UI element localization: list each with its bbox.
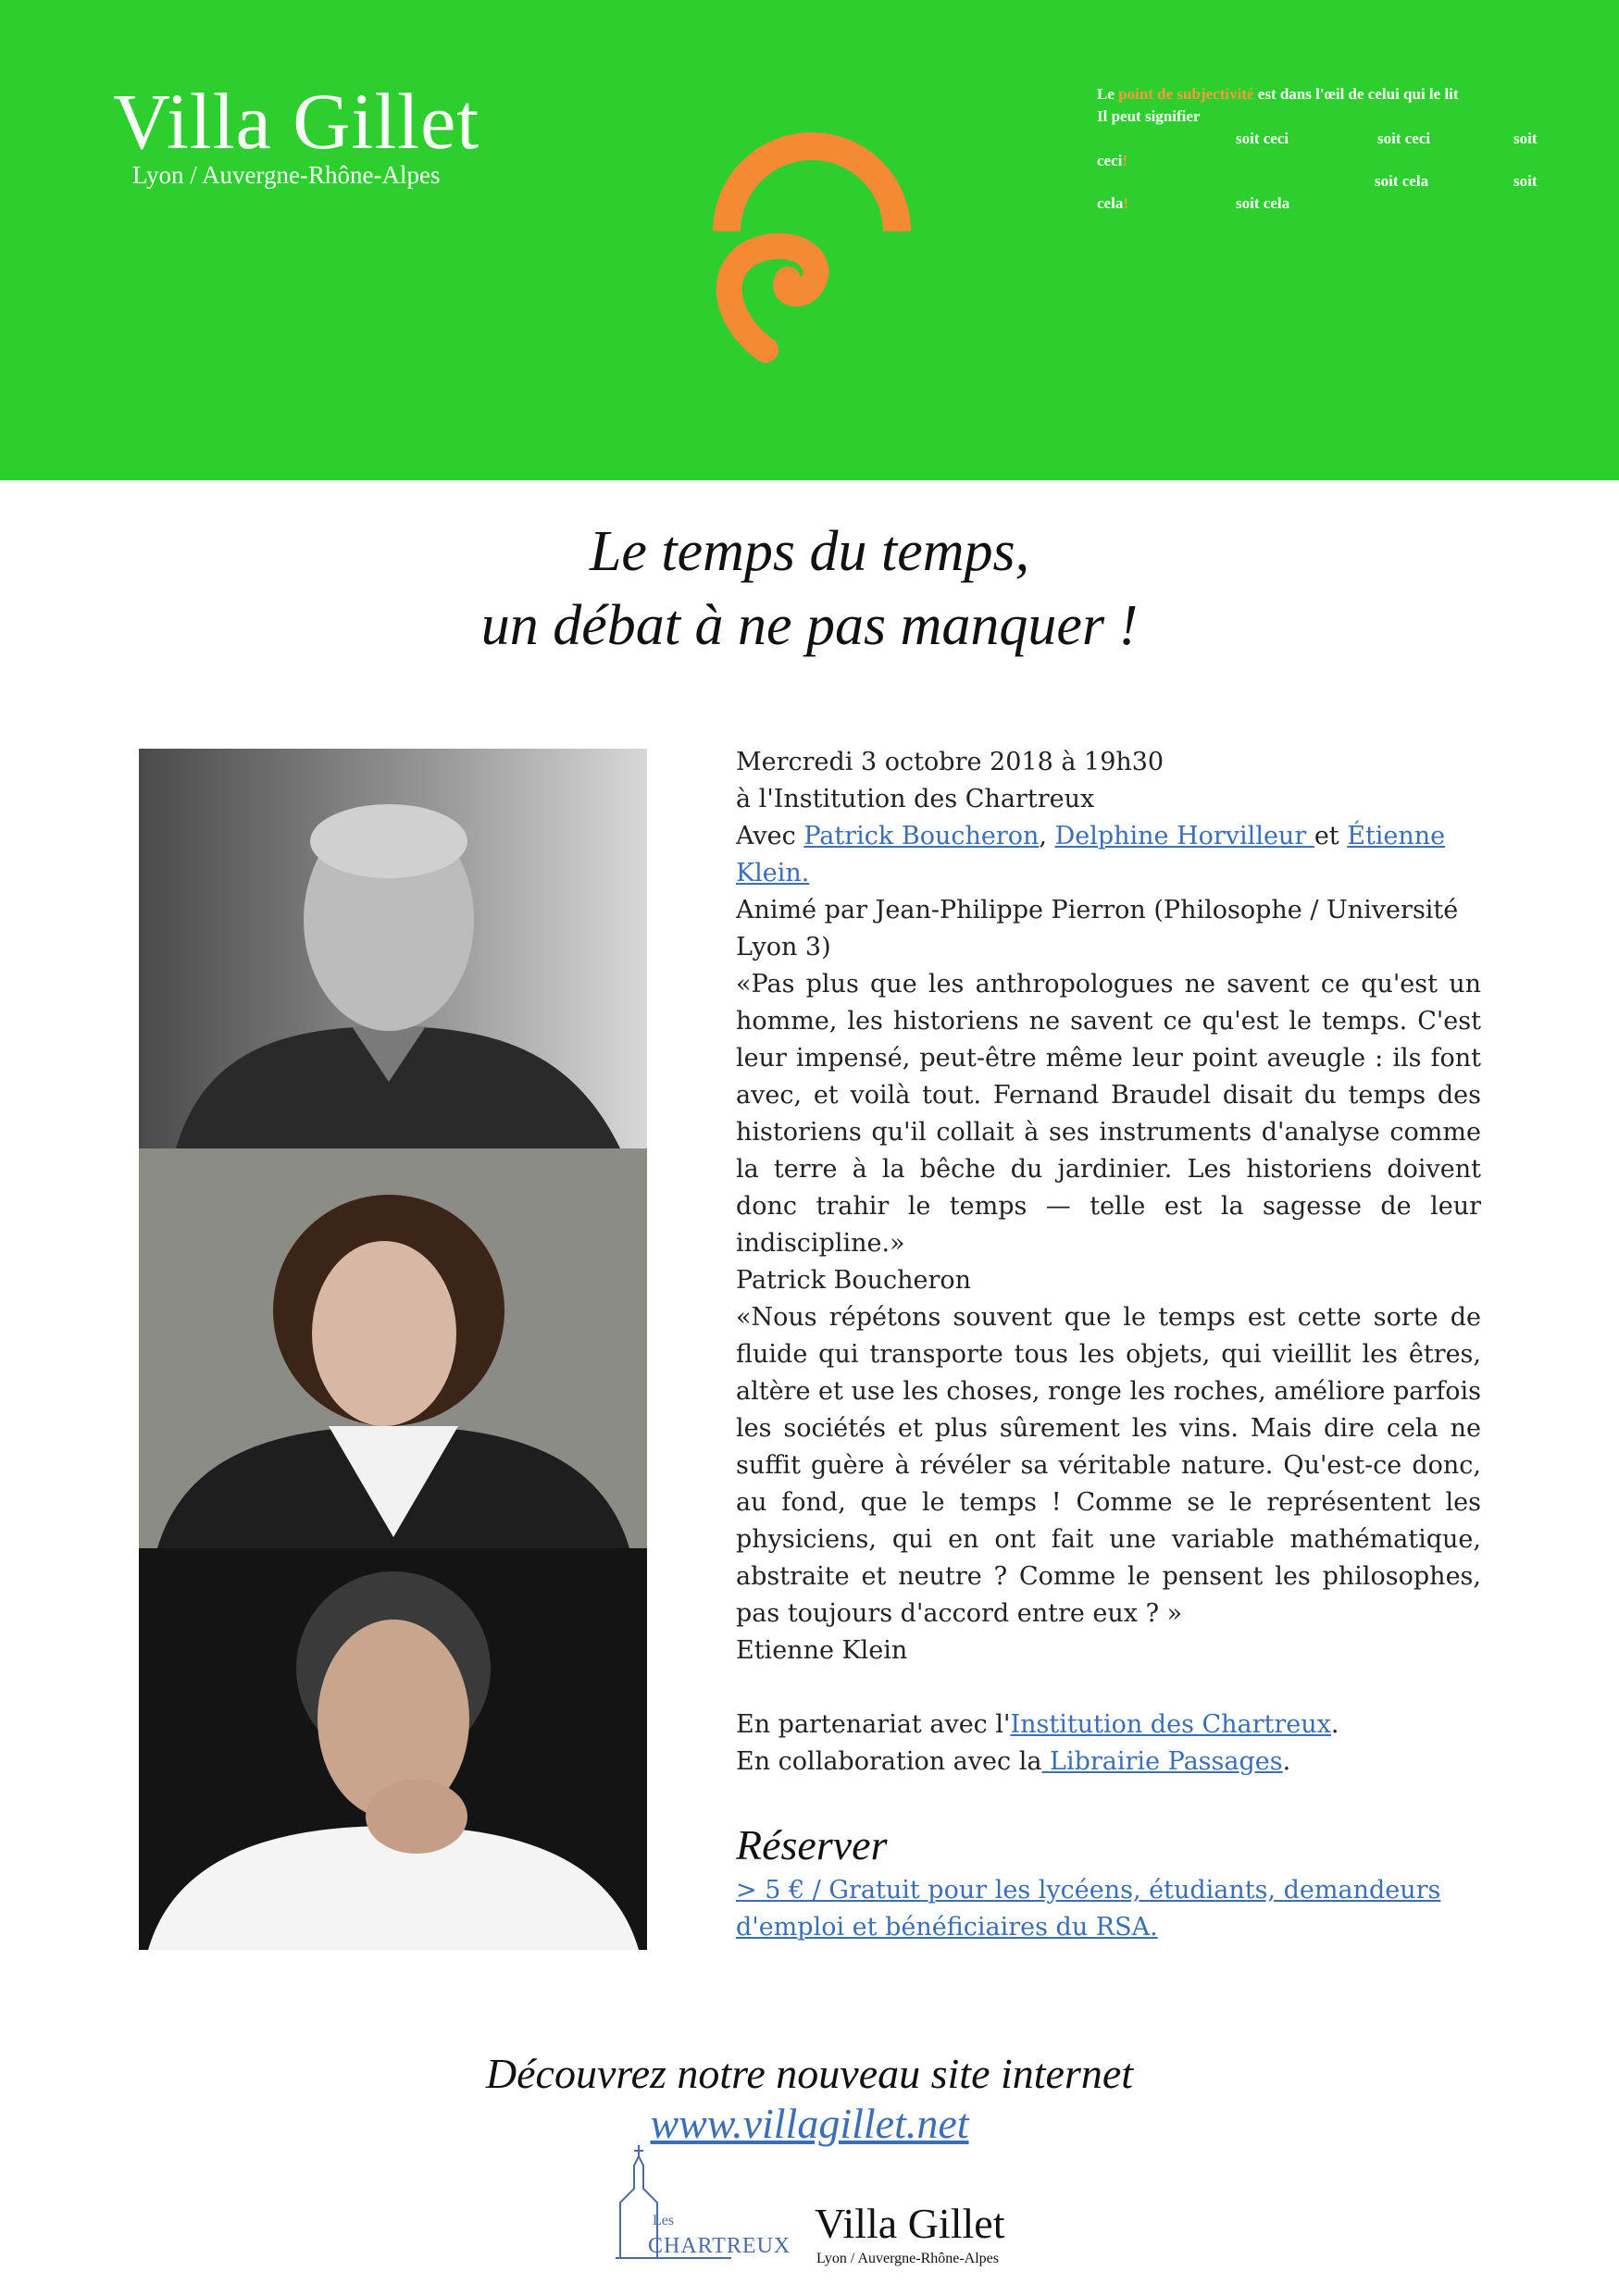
link-librairie-passages[interactable]: Librairie Passages: [1041, 1747, 1283, 1776]
partner-prefix: En partenariat avec l': [736, 1710, 1011, 1739]
poem-r2b: soit: [1513, 172, 1538, 190]
footer-brand-subtitle: Lyon / Auvergne-Rhône-Alpes: [816, 2251, 1000, 2266]
link-etienne-klein[interactable]: Étienne Klein.: [736, 822, 1446, 887]
collab-suffix: .: [1282, 1747, 1291, 1776]
collab-line: [736, 1744, 1481, 1781]
page-title-line-2: un débat à ne pas manquer !: [480, 594, 1139, 657]
event-description: [736, 744, 1481, 1781]
link-patrick-boucheron[interactable]: Patrick Boucheron: [803, 822, 1040, 850]
reserve-link[interactable]: [736, 1872, 1458, 1946]
spacer: [736, 1669, 1481, 1706]
event-speakers: [736, 818, 1481, 892]
chartreux-les: Les: [653, 2213, 675, 2228]
discover-site-text: Découvrez notre nouveau site internet: [485, 2050, 1134, 2097]
photo-delphine-horvilleur: [139, 1148, 647, 1548]
poem-l1c: est dans l'œil de celui qui le lit: [1257, 85, 1459, 103]
partner-suffix: .: [1330, 1710, 1339, 1739]
poem-l1b: point de subjectivité: [1118, 85, 1254, 103]
speakers-sep-1: ,: [1039, 822, 1055, 850]
poem-mark-1: !: [1122, 152, 1128, 169]
link-delphine-horvilleur[interactable]: Delphine Horvilleur: [1054, 822, 1314, 850]
quote-boucheron: «Pas plus que les anthropologues ne savent ce qu'est un homme, les historiens ne savent ce qu'est le temps. C'est leur impensé, peut-être même leur point aveugle : ils font avec, et voilà tout. Fernand Braudel disait du temps des historiens qu'il collait à ses instruments d'analyse comme la terre à la bêche du jardinier. Les historiens doivent donc trahir le temps — telle est la sagesse de leur indiscipline.»: [736, 970, 1481, 1258]
collab-prefix: En collaboration avec la: [736, 1747, 1042, 1776]
speakers-sep-2: et: [1314, 822, 1348, 850]
website-link[interactable]: www.villagillet.net: [650, 2100, 969, 2147]
quote-boucheron-author: Patrick Boucheron: [736, 1266, 972, 1295]
page-title-line-1: Le temps du temps,: [589, 520, 1030, 583]
chartreux-name: CHARTREUX: [648, 2234, 791, 2258]
link-institution-chartreux[interactable]: Institution des Chartreux: [1010, 1710, 1331, 1739]
poem-text: [1097, 86, 1560, 234]
event-venue: à l'Institution des Chartreux: [736, 785, 1095, 813]
poem-r2a: soit cela: [1375, 172, 1429, 190]
swirl-logo-icon: [699, 111, 926, 370]
speakers-prefix: Avec: [736, 822, 804, 850]
poem-r1a: soit ceci: [1236, 130, 1289, 147]
poem-r3: soit cela: [1236, 194, 1290, 212]
poem-r1b: soit ceci: [1377, 130, 1431, 147]
header-banner: [0, 0, 1619, 480]
poem-l1a: Le: [1097, 85, 1115, 103]
quote-klein-author: Etienne Klein: [736, 1636, 908, 1665]
poem-mark-2: !: [1123, 194, 1128, 212]
reserve-link-text[interactable]: > 5 € / Gratuit pour les lycéens, étudiants, demandeurs d'emploi et bénéficiaires du RSA.: [736, 1876, 1441, 1942]
poem-l3: ceci: [1097, 152, 1123, 169]
photo-patrick-boucheron: [139, 749, 647, 1148]
brand-name: Villa Gillet: [113, 77, 480, 166]
partner-line: [736, 1706, 1481, 1744]
event-date: Mercredi 3 octobre 2018 à 19h30: [736, 748, 1164, 776]
photo-etienne-klein: [139, 1548, 647, 1950]
footer-brand-name: Villa Gillet: [815, 2200, 1005, 2247]
poem-l2: Il peut signifier: [1097, 107, 1201, 125]
poem-r1c: soit: [1513, 130, 1538, 147]
brand-subtitle: Lyon / Auvergne-Rhône-Alpes: [132, 161, 441, 189]
reserve-heading: Réserver: [736, 1821, 888, 1868]
event-moderator: Animé par Jean-Philippe Pierron (Philosophe / Université Lyon 3): [736, 896, 1459, 962]
poem-l4: cela: [1097, 194, 1124, 212]
quote-klein: «Nous répétons souvent que le temps est cette sorte de fluide qui transporte tous les objets, qui vieillit les êtres, altère et use les choses, ronge les roches, améliore parfois les sociétés et plus sûrement les vins. Mais dire cela ne suffit guère à révéler sa véritable nature. Qu'est-ce donc, au fond, que le temps ! Comme se le représentent les physiciens, qui en ont fait une variable mathématique, abstraite et neutre ? Comme le pensent les philosophes, pas toujours d'accord entre eux ? »: [736, 1303, 1481, 1628]
